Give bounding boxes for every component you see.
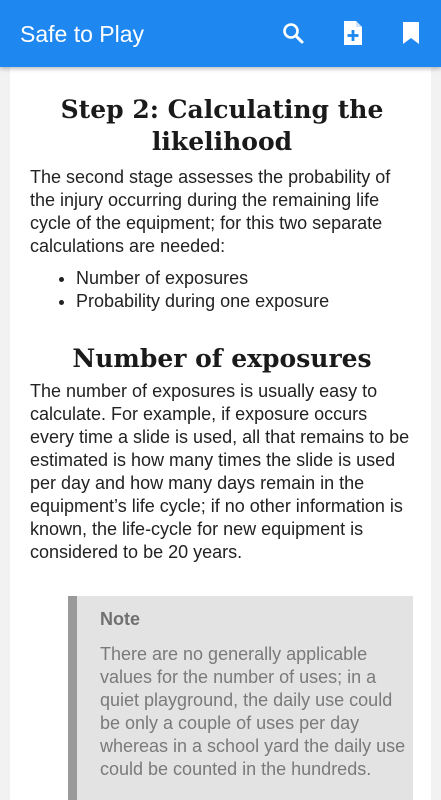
add-document-icon[interactable] (340, 20, 366, 46)
note-text: There are no generally applicable values for the number of uses; in a quiet playground, the daily use could be only a couple of uses per day whereas in a school yard the daily use could be counted in the hundreds. (100, 644, 406, 779)
app-title: Safe to Play (20, 21, 145, 47)
section-title: Number of exposures (72, 344, 372, 373)
article-page (10, 67, 431, 800)
step-title: Step 2: Calculating the likelihood (60, 95, 384, 156)
app-bar (0, 0, 441, 67)
search-icon[interactable] (280, 20, 306, 46)
note-box (68, 596, 413, 800)
calculation-list (30, 267, 414, 313)
list-item: • Number of exposures (76, 267, 414, 290)
bookmark-icon[interactable] (398, 20, 424, 46)
note-title: Note (100, 609, 140, 629)
list-item: • Probability during one exposure (76, 290, 414, 313)
intro-paragraph: The second stage assesses the probability of the injury occurring during the remaining life cycle of the equipment; for this two separate calculations are needed: (30, 167, 391, 256)
section-paragraph: The number of exposures is usually easy to calculate. For example, if exposure occurs every time a slide is used, all that remains to be estimated is how many times the slide is used per day and how many days remain in the equipment’s life cycle; if no other information is known, the life-cycle for new equipment is considered to be 20 years. (30, 381, 410, 562)
